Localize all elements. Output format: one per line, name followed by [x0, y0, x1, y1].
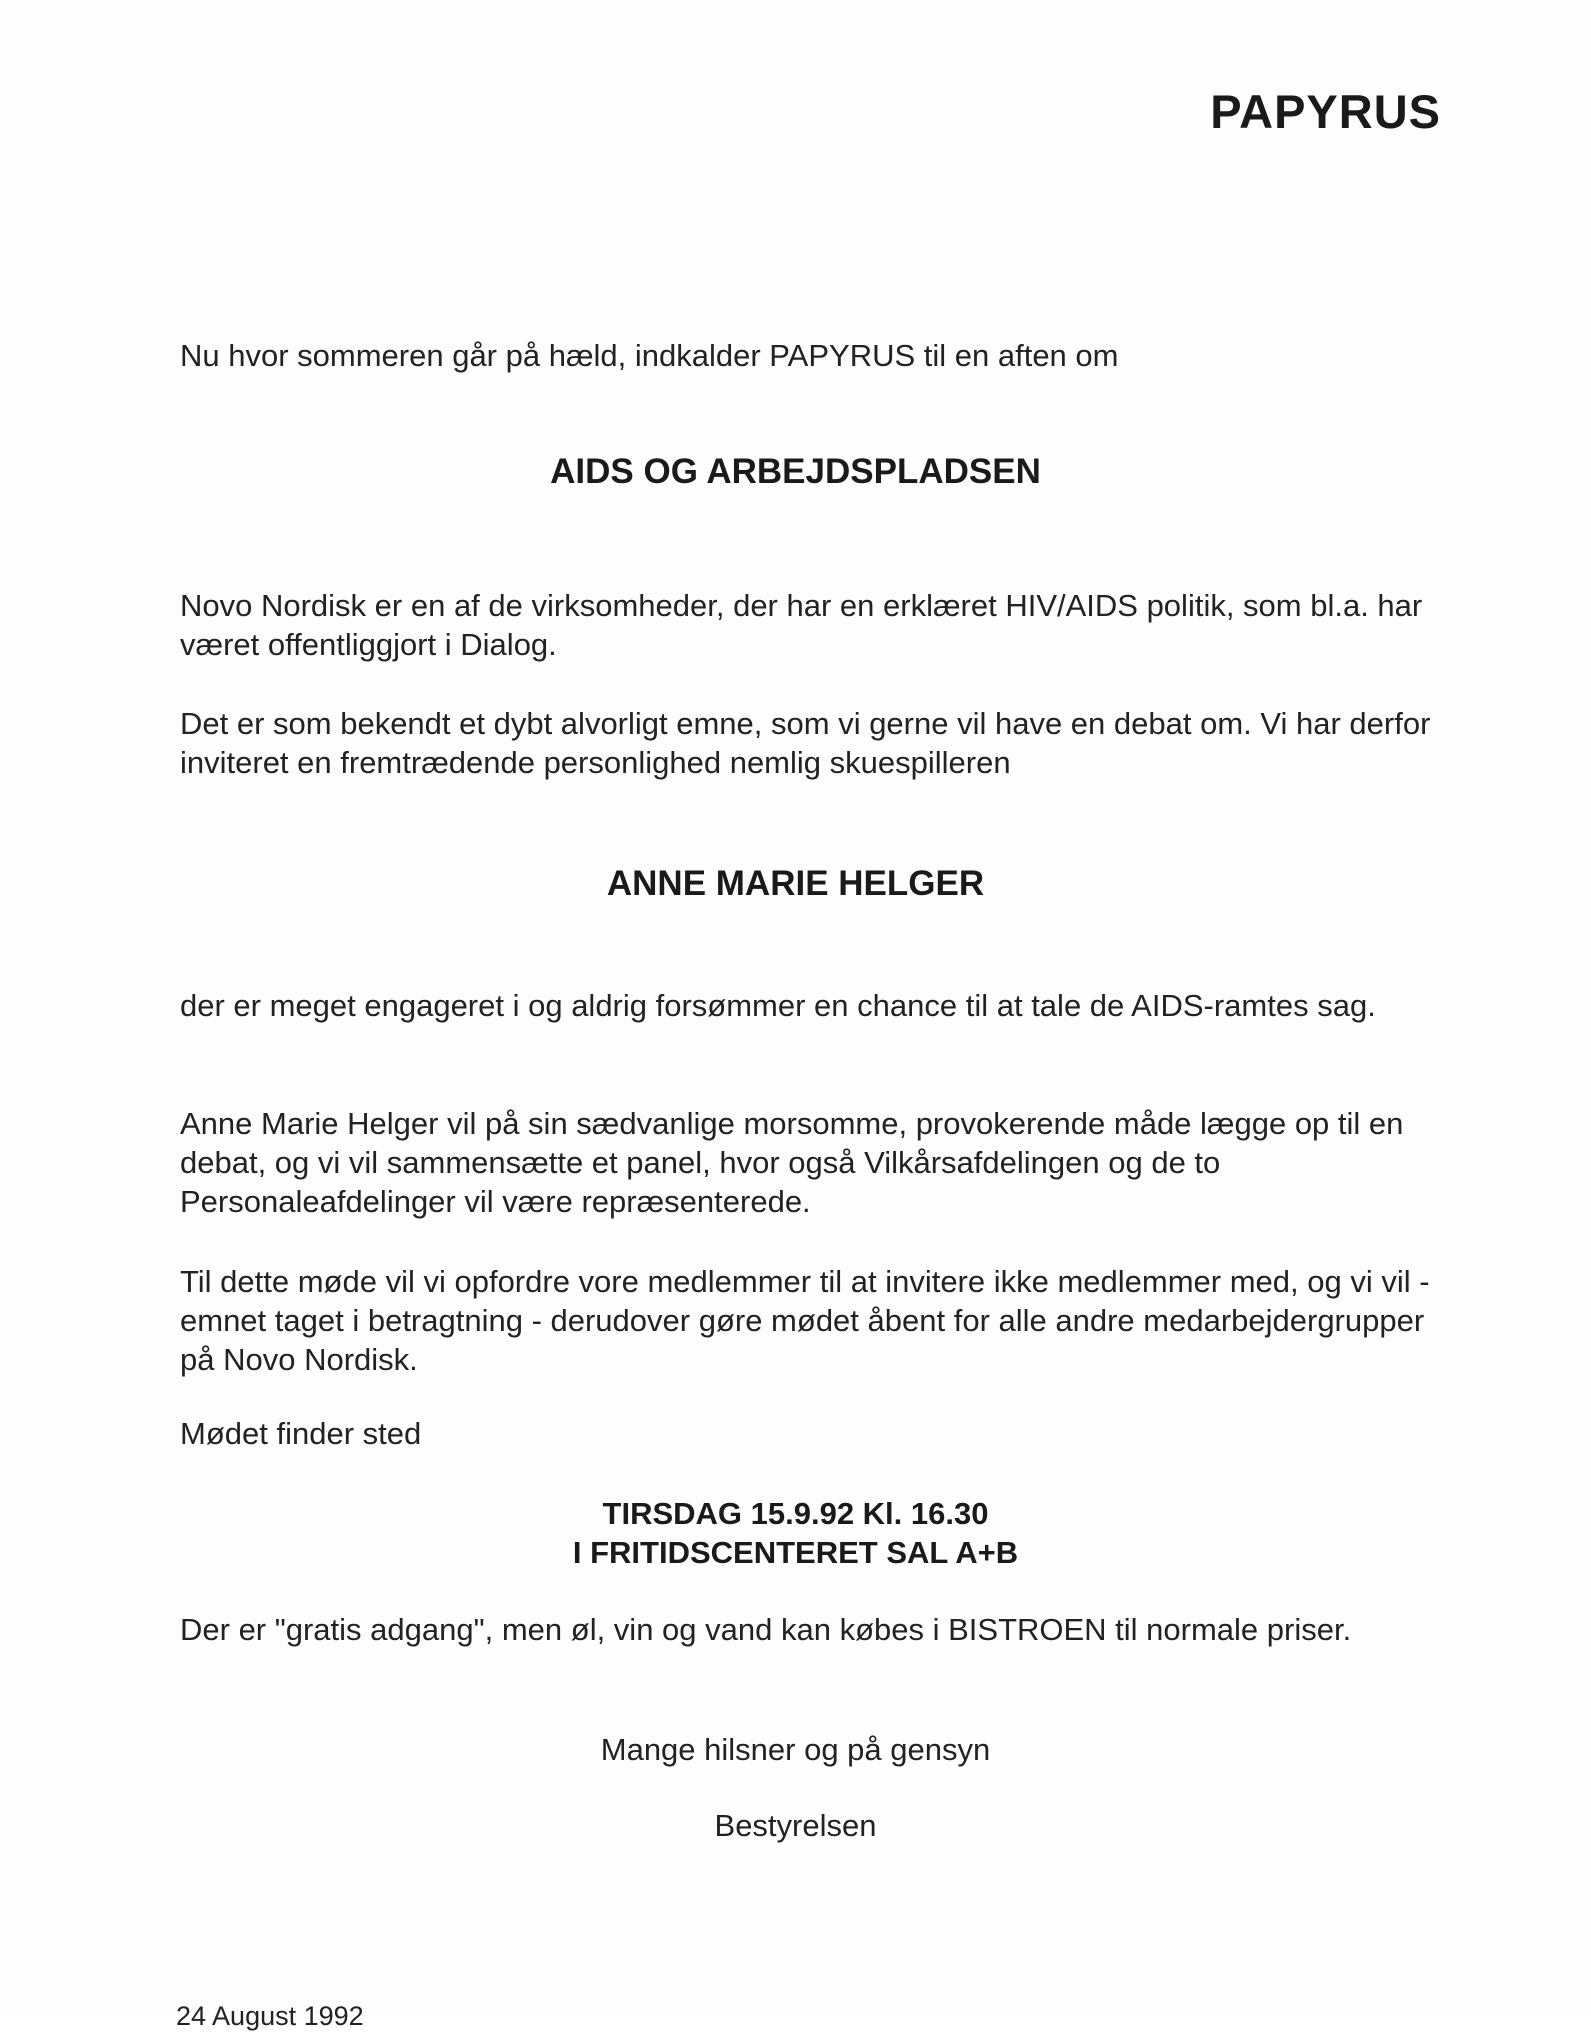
paragraph-engaged: der er meget engageret i og aldrig forsømmer en chance til at tale de AIDS-ramtes sag. — [180, 988, 1376, 1023]
paragraph-admission: Der er "gratis adgang", men øl, vin og vand kan købes i BISTROEN til normale priser. — [180, 1612, 1352, 1647]
closing-greeting: Mange hilsner og på gensyn — [600, 1732, 991, 1767]
paragraph-panel: Anne Marie Helger vil på sin sædvanlige morsomme, provokerende måde lægge op til en debat, og vi vil sammensætte et panel, hvor også Vilkårsafdelingen og de to Personaleafdelinger vil være repræsenterede. — [180, 1106, 1404, 1219]
event-details — [0, 1494, 1591, 1572]
organization-title: PAPYRUS — [1210, 85, 1441, 138]
paragraph-meeting-place: Mødet finder sted — [180, 1416, 422, 1451]
paragraph-hiv-policy: Novo Nordisk er en af de virksomheder, der har en erklæret HIV/AIDS politik, som bl.a. har været offentliggjort i Dialog. — [180, 588, 1423, 662]
paragraph-invitation: Til dette møde vil vi opfordre vore medlemmer til at invitere ikke medlemmer med, og vi vil - emnet taget i betragtning - derudover gøre mødet åbent for alle andre medarbejdergrupper på Novo Nordisk. — [180, 1264, 1430, 1377]
intro-paragraph: Nu hvor sommeren går på hæld, indkalder PAPYRUS til en aften om — [180, 338, 1119, 373]
speaker-heading: ANNE MARIE HELGER — [606, 864, 985, 903]
closing-signature: Bestyrelsen — [714, 1808, 877, 1843]
paragraph-debate: Det er som bekendt et dybt alvorligt emne, som vi gerne vil have en debat om. Vi har derfor inviteret en fremtrædende personlighed nemlig skuespilleren — [180, 706, 1431, 780]
topic-heading: AIDS OG ARBEJDSPLADSEN — [550, 452, 1041, 491]
event-date-time: TIRSDAG 15.9.92 Kl. 16.30 — [602, 1496, 989, 1531]
document-date: 24 August 1992 — [176, 2001, 364, 2031]
event-location: I FRITIDSCENTERET SAL A+B — [572, 1535, 1019, 1570]
